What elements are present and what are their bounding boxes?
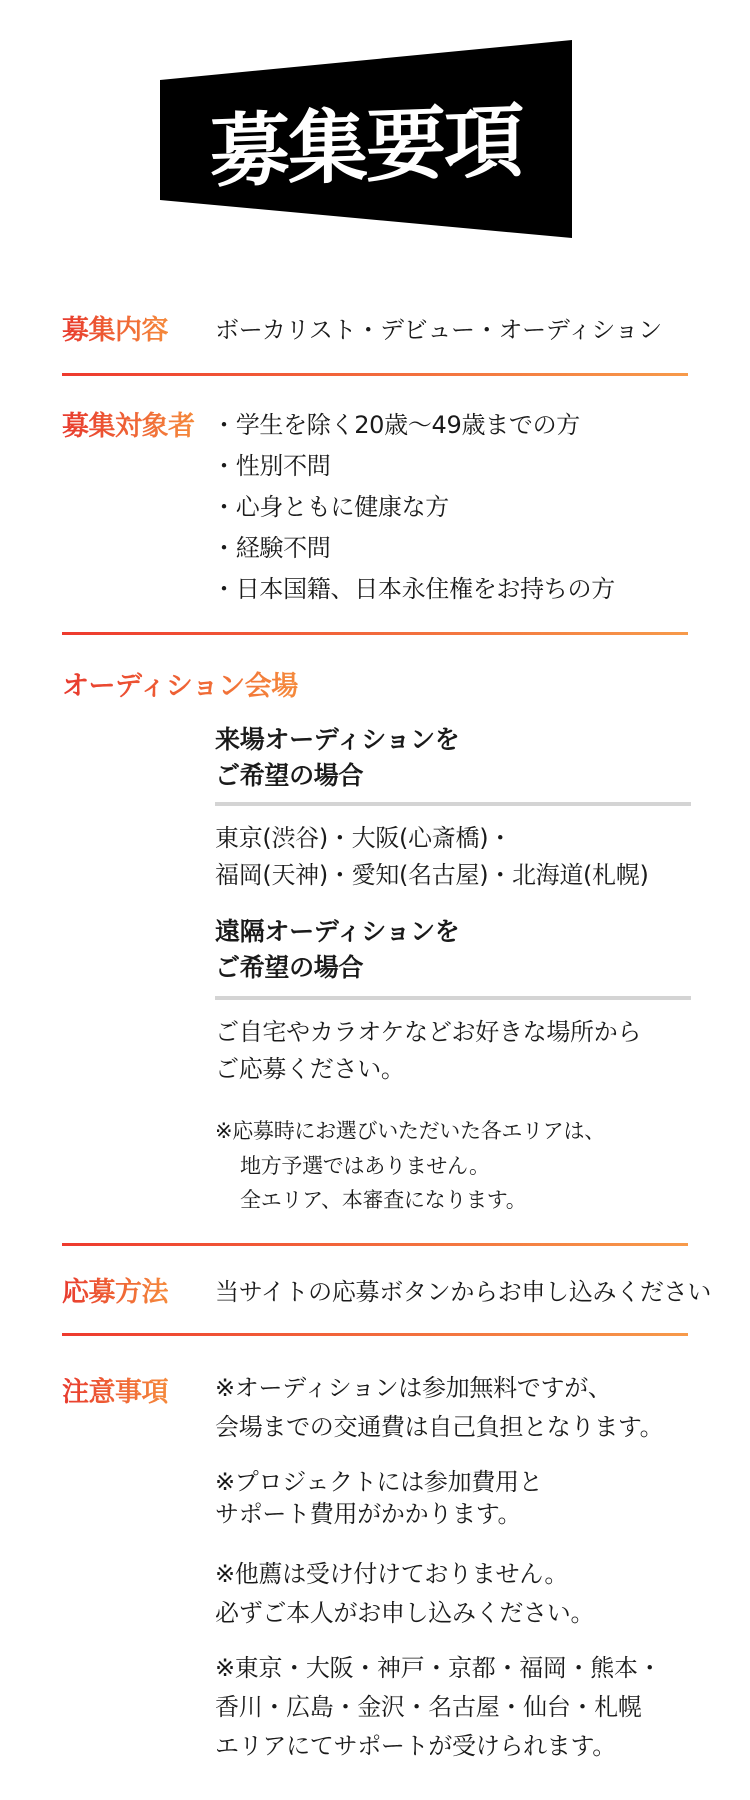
- label-target: 募集対象者: [62, 404, 195, 443]
- venue-note-line: ※応募時にお選びいただいた各エリアは、: [215, 1119, 605, 1143]
- remote-line: ご応募ください。: [215, 1055, 405, 1083]
- remote-heading-2: ご希望の場合: [215, 953, 364, 982]
- note-item: エリアにてサポートが受けられます。: [215, 1732, 616, 1760]
- note-item: ※東京・大阪・神戸・京都・福岡・熊本・: [215, 1654, 662, 1682]
- target-item: ・経験不問: [212, 534, 331, 562]
- target-item: ・心身ともに健康な方: [212, 493, 449, 521]
- target-item: ・性別不問: [212, 452, 331, 480]
- target-item: ・学生を除く20歳〜49歳までの方: [212, 411, 580, 439]
- value-content: ボーカリスト・デビュー・オーディション: [215, 316, 662, 344]
- label-method: 応募方法: [62, 1270, 168, 1309]
- label-venue: オーディション会場: [62, 664, 298, 703]
- remote-line: ご自宅やカラオケなどお好きな場所から: [215, 1018, 642, 1046]
- title-banner: [160, 40, 572, 238]
- divider-2: [62, 632, 688, 635]
- divider-1: [62, 373, 688, 376]
- label-notes: 注意事項: [62, 1370, 168, 1409]
- onsite-line: 福岡(天神)・愛知(名古屋)・北海道(札幌): [215, 861, 649, 889]
- remote-heading-1: 遠隔オーディションを: [215, 917, 460, 946]
- banner-title: 募集要項: [210, 94, 522, 198]
- note-item: ※プロジェクトには参加費用と: [215, 1468, 543, 1496]
- venue-note-line: 全エリア、本審査になります。: [240, 1188, 527, 1212]
- divider-3: [62, 1243, 688, 1246]
- remote-underline: [215, 996, 691, 1000]
- venue-note-line: 地方予選ではありません。: [240, 1154, 490, 1178]
- onsite-line: 東京(渋谷)・大阪(心斎橋)・: [215, 824, 512, 852]
- target-item: ・日本国籍、日本永住権をお持ちの方: [212, 575, 615, 603]
- onsite-underline: [215, 802, 691, 806]
- value-method: 当サイトの応募ボタンからお申し込みください: [215, 1278, 712, 1306]
- divider-4: [62, 1333, 688, 1336]
- note-item: 会場までの交通費は自己負担となります。: [215, 1413, 664, 1441]
- onsite-heading-2: ご希望の場合: [215, 761, 364, 790]
- note-item: 必ずご本人がお申し込みください。: [215, 1599, 595, 1627]
- note-item: ※他薦は受け付けておりません。: [215, 1560, 569, 1588]
- label-content: 募集内容: [62, 308, 168, 347]
- note-item: サポート費用がかかります。: [215, 1500, 522, 1528]
- onsite-heading-1: 来場オーディションを: [215, 725, 460, 754]
- note-item: 香川・広島・金沢・名古屋・仙台・札幌: [215, 1693, 642, 1721]
- note-item: ※オーディションは参加無料ですが、: [215, 1374, 612, 1402]
